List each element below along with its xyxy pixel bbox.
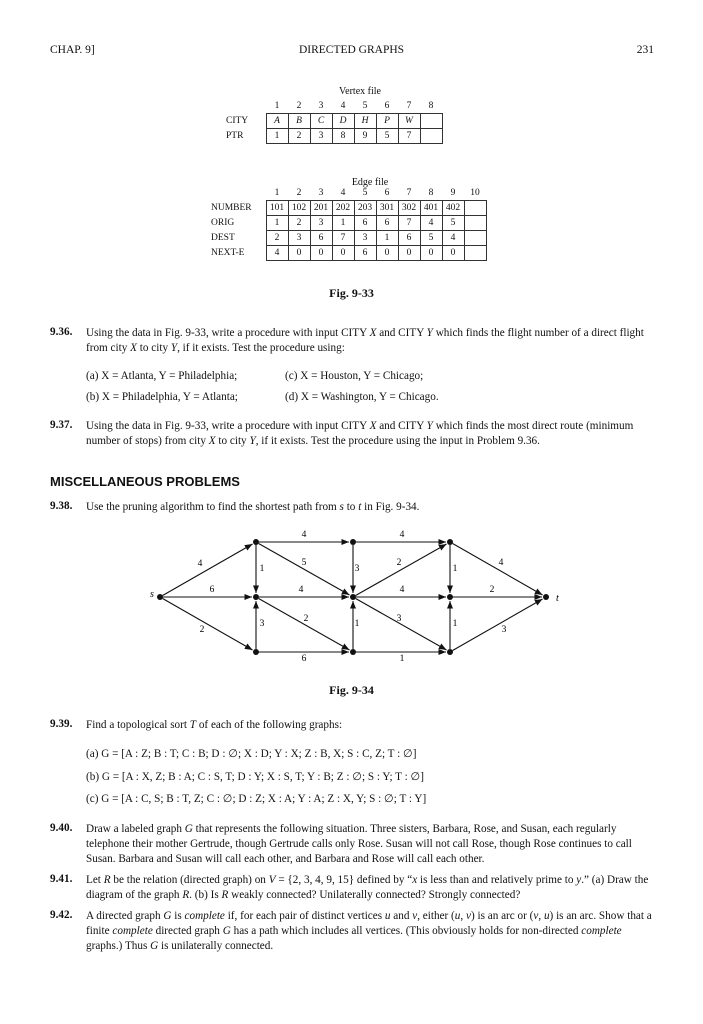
column-index: 4	[340, 101, 346, 111]
table-cell: 203	[354, 201, 376, 216]
table-cell: D	[332, 114, 354, 129]
problem-9-36-text: Using the data in Fig. 9-33, write a procedure with input CITY X and CITY Y which finds the flight number of a direct flight from city X to city Y, if it exists. Test the procedure using:	[86, 327, 644, 354]
column-index: 2	[296, 188, 302, 198]
edge-weight-label: 3	[501, 625, 507, 635]
problem-9-36-c: (c) X = Houston, Y = Chicago;	[285, 370, 424, 382]
graph-vertex	[350, 594, 356, 600]
problem-9-37-text: Using the data in Fig. 9-33, write a procedure with input CITY X and CITY Y which finds the most direct route (minimum number of stops) from city X to city Y, if it exists. Test the procedure using the input in Problem 9.36.	[86, 420, 634, 447]
table-cell	[464, 246, 486, 261]
problem-9-36-d: (d) X = Washington, Y = Chicago.	[285, 391, 439, 403]
graph-vertex	[253, 594, 259, 600]
graph-edge	[259, 598, 350, 650]
table-cell	[464, 216, 486, 231]
table-cell: 1	[332, 216, 354, 231]
column-index: 8	[428, 101, 434, 111]
chapter-label: CHAP. 9]	[50, 44, 95, 56]
figure-caption-9-34: Fig. 9-34	[329, 683, 374, 697]
table-cell	[420, 114, 442, 129]
table-cell: 6	[310, 231, 332, 246]
edge-weight-label: 3	[354, 564, 360, 574]
row-label: DEST	[211, 233, 235, 243]
table-row	[211, 201, 486, 216]
problem-9-39-c: (c) G = [A : C, S; B : T, Z; C : ∅; D : Z; X : A; Y : A; Z : X, Y; S : ∅; T : Y]	[86, 793, 427, 805]
row-label: ORIG	[211, 218, 235, 228]
table-cell: 0	[420, 246, 442, 261]
problem-9-40-text: Draw a labeled graph G that represents the following situation. Three sisters, Barbara, Rose, and Susan, each regularly telephone their mother Gertrude, though Gertrude calls only Rose. Susan will not call Rose, though Rose continues to call Susan. Barbara and Susan will call each other, and Barbara and Rose will call each other.	[86, 823, 632, 865]
graph-edge	[356, 598, 447, 650]
graph-edge	[453, 543, 543, 595]
table-cell: 4	[266, 246, 288, 261]
table-cell: 402	[442, 201, 464, 216]
problem-9-36-b: (b) X = Philadelphia, Y = Atlanta;	[86, 391, 238, 403]
edge-weight-label: 4	[301, 530, 307, 540]
table-cell: 3	[354, 231, 376, 246]
edge-weight-label: 3	[396, 614, 402, 624]
table-cell: 2	[288, 216, 310, 231]
problem-9-39-b: (b) G = [A : X, Z; B : A; C : S, T; D : Y; X : S, T; Y : B; Z : ∅; S : Y; T : ∅]	[86, 771, 424, 783]
table-cell: 101	[266, 201, 288, 216]
column-index: 1	[274, 188, 280, 198]
column-index: 6	[384, 188, 390, 198]
running-title: DIRECTED GRAPHS	[298, 44, 405, 56]
edge-weight-label: 2	[199, 625, 205, 635]
table-cell: 0	[288, 246, 310, 261]
table-cell: 0	[310, 246, 332, 261]
figure-caption-9-33: Fig. 9-33	[329, 286, 374, 300]
graph-vertex	[253, 539, 259, 545]
table-row	[226, 129, 442, 144]
graph-edge	[259, 543, 350, 595]
edge-weight-label: 1	[452, 564, 458, 574]
problem-9-36-a: (a) X = Atlanta, Y = Philadelphia;	[86, 370, 238, 382]
edge-weight-label: 1	[259, 564, 265, 574]
table-cell: 5	[442, 216, 464, 231]
graph-edge	[163, 544, 253, 596]
problem-number-9-38: 9.38.	[50, 500, 73, 512]
edge-weight-label: 1	[399, 654, 405, 664]
column-index: 7	[406, 101, 412, 111]
table-cell: 8	[332, 129, 354, 144]
table-cell: 2	[266, 231, 288, 246]
edge-weight-label: 4	[399, 530, 405, 540]
problem-number-9-39: 9.39.	[50, 718, 73, 730]
table-cell: 3	[310, 129, 332, 144]
column-index: 2	[296, 101, 302, 111]
table-cell: 1	[266, 216, 288, 231]
graph-vertex	[350, 649, 356, 655]
row-label: PTR	[226, 131, 244, 141]
table-cell: B	[288, 114, 310, 129]
table-row	[226, 114, 442, 129]
weighted-digraph-figure	[0, 520, 703, 670]
table-cell	[420, 129, 442, 144]
row-label: NEXT-E	[211, 248, 245, 258]
column-index: 4	[340, 188, 346, 198]
column-index: 1	[274, 101, 280, 111]
graph-edge	[453, 599, 543, 651]
table-cell: 3	[310, 216, 332, 231]
problem-9-38-text: Use the pruning algorithm to find the shortest path from s to t in Fig. 9-34.	[86, 501, 420, 513]
table-cell: 2	[288, 129, 310, 144]
table-cell: 1	[376, 231, 398, 246]
edge-weight-label: 4	[298, 585, 304, 595]
column-index: 7	[406, 188, 412, 198]
problem-9-41-text: Let R be the relation (directed graph) on V = {2, 3, 4, 9, 15} defined by “x is less than and relatively prime to y.” (a) Draw the diagram of the graph R. (b) Is R weakly connected? Unilaterally connected? Strongly connected?	[86, 874, 649, 901]
table-cell: 6	[376, 216, 398, 231]
column-index: 3	[318, 101, 324, 111]
table-cell: 0	[442, 246, 464, 261]
edge-weight-label: 6	[301, 654, 307, 664]
table-cell: 7	[332, 231, 354, 246]
problem-number-9-41: 9.41.	[50, 873, 73, 885]
problem-9-39-a: (a) G = [A : Z; B : T; C : B; D : ∅; X : D; Y : X; Z : B, X; S : C, Z; T : ∅]	[86, 748, 417, 760]
edge-file-table	[211, 186, 487, 261]
table-cell	[464, 201, 486, 216]
page-number: 231	[636, 44, 654, 56]
graph-edge	[163, 598, 253, 650]
table-cell: 9	[354, 129, 376, 144]
column-index: 3	[318, 188, 324, 198]
edge-weight-label: 3	[259, 619, 265, 629]
table-cell: 5	[376, 129, 398, 144]
edge-weight-label: 4	[197, 559, 203, 569]
graph-vertex	[447, 594, 453, 600]
table-cell: H	[354, 114, 376, 129]
table-cell: 301	[376, 201, 398, 216]
sink-vertex-label: t	[556, 593, 559, 604]
table-cell: 5	[420, 231, 442, 246]
column-index: 5	[362, 188, 368, 198]
edge-weight-label: 2	[396, 558, 402, 568]
table-cell: 6	[398, 231, 420, 246]
table-cell: 7	[398, 129, 420, 144]
problem-number-9-37: 9.37.	[50, 419, 73, 431]
edge-weight-label: 6	[209, 585, 215, 595]
problem-9-42-text: A directed graph G is complete if, for each pair of distinct vertices u and v, either (u, v) is an arc or (v, u) is an arc. Show that a finite complete directed graph G has a path which includes all vertices. (This obviously holds for non-directed complete graphs.) Thus G is unilaterally connected.	[86, 910, 652, 952]
edge-weight-label: 2	[489, 585, 495, 595]
column-index: 6	[384, 101, 390, 111]
row-label: CITY	[226, 116, 249, 126]
column-index: 8	[428, 188, 434, 198]
section-heading: MISCELLANEOUS PROBLEMS	[50, 474, 240, 489]
problem-number-9-42: 9.42.	[50, 909, 73, 921]
problem-number-9-36: 9.36.	[50, 326, 73, 338]
table-cell: W	[398, 114, 420, 129]
source-vertex-label: s	[150, 589, 154, 600]
edge-weight-label: 4	[399, 585, 405, 595]
graph-vertex	[543, 594, 549, 600]
table-cell: 0	[398, 246, 420, 261]
column-index: 9	[450, 188, 456, 198]
table-cell: 102	[288, 201, 310, 216]
table-cell: 0	[376, 246, 398, 261]
table-cell: 202	[332, 201, 354, 216]
table-cell: 4	[442, 231, 464, 246]
graph-vertex	[447, 649, 453, 655]
edge-weight-label: 1	[452, 619, 458, 629]
table-cell: P	[376, 114, 398, 129]
table-cell	[464, 231, 486, 246]
table-row	[211, 216, 486, 231]
edge-weight-label: 5	[301, 558, 307, 568]
row-label: NUMBER	[211, 203, 252, 213]
vertex-file-table	[226, 99, 443, 144]
table-cell: 3	[288, 231, 310, 246]
table-row	[211, 231, 486, 246]
edge-weight-label: 2	[303, 614, 309, 624]
table-row	[211, 246, 486, 261]
table-cell: 6	[354, 246, 376, 261]
table-cell: 6	[354, 216, 376, 231]
table-cell: 4	[420, 216, 442, 231]
column-index: 10	[470, 188, 480, 198]
graph-vertex	[157, 594, 163, 600]
problem-number-9-40: 9.40.	[50, 822, 73, 834]
graph-vertex	[447, 539, 453, 545]
table-cell: 302	[398, 201, 420, 216]
graph-vertex	[253, 649, 259, 655]
table-cell: 201	[310, 201, 332, 216]
table-cell: A	[266, 114, 288, 129]
graph-vertex	[350, 539, 356, 545]
table-cell: 401	[420, 201, 442, 216]
table-cell: 7	[398, 216, 420, 231]
vertex-file-title: Vertex file	[339, 86, 381, 97]
edge-weight-label: 4	[498, 558, 504, 568]
table-cell: 1	[266, 129, 288, 144]
column-index: 5	[362, 101, 368, 111]
edge-file-title: Edge file	[351, 177, 389, 188]
edge-weight-label: 1	[354, 619, 360, 629]
table-cell: 0	[332, 246, 354, 261]
problem-9-39-text: Find a topological sort T of each of the following graphs:	[86, 719, 343, 731]
table-cell: C	[310, 114, 332, 129]
